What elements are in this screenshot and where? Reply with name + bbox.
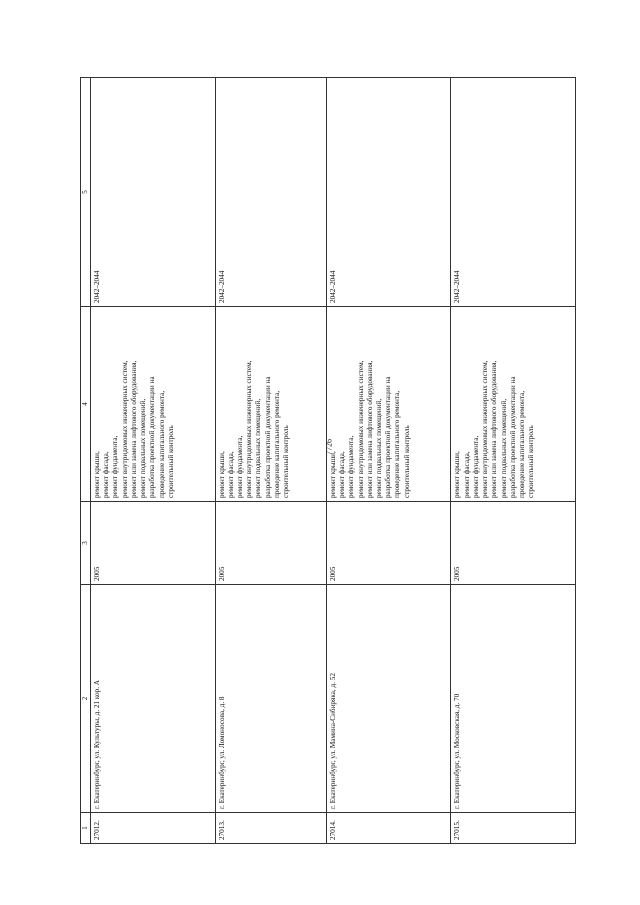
work-item: ремонт или замена лифтового оборудования,: [365, 360, 374, 498]
work-item: ремонт подвальных помещений,: [254, 398, 263, 498]
work-item: проведение капитального ремонта,: [517, 390, 526, 498]
row-number: 27012.: [91, 813, 216, 844]
repair-works: [215, 307, 326, 502]
work-item: ремонт крыши,: [217, 451, 226, 498]
column-number: 1: [81, 813, 91, 844]
work-item: проведение капитального ремонта,: [272, 390, 281, 498]
work-item: ремонт подвальных помещений,: [375, 398, 384, 498]
column-number: 4: [81, 307, 91, 502]
work-item: проведение капитального ремонта,: [393, 390, 402, 498]
page-number: 7726: [324, 439, 334, 455]
work-item: ремонт фасада,: [226, 451, 235, 498]
work-item: строительный контроль: [166, 425, 175, 498]
work-item: разработка проектной документации на: [384, 376, 393, 498]
work-item: ремонт фасада,: [338, 451, 347, 498]
work-item: ремонт внутридомовых инженерных систем,: [481, 360, 490, 498]
repair-period: 2042–2044: [326, 78, 451, 307]
commissioning-year: 2005: [326, 502, 451, 585]
work-item: ремонт или замена лифтового оборудования,: [129, 360, 138, 498]
work-item: ремонт или замена лифтового оборудования,: [490, 360, 499, 498]
repair-works: [451, 307, 576, 502]
column-number: 2: [81, 585, 91, 813]
commissioning-year: 2005: [91, 502, 216, 585]
column-number-row: [81, 78, 91, 844]
table-row: [326, 78, 451, 844]
building-address: г. Екатеринбург, ул. Московская, д. 70: [451, 585, 576, 813]
work-item: ремонт фундамента,: [235, 435, 244, 498]
work-item: ремонт крыши,: [453, 451, 462, 498]
capital-repair-table: [80, 77, 576, 844]
work-item: строительный контроль: [402, 425, 411, 498]
repair-period: 2042–2044: [215, 78, 326, 307]
rotated-table-container: [80, 78, 576, 844]
work-item: ремонт фундамента,: [111, 435, 120, 498]
building-address: г. Екатеринбург, ул. Мамина-Сибиряка, д. 52: [326, 585, 451, 813]
column-number: 3: [81, 502, 91, 585]
commissioning-year: 2005: [215, 502, 326, 585]
work-item: ремонт фундамента,: [471, 435, 480, 498]
building-address: г. Екатеринбург, ул. Культуры, д. 21 кор. А: [91, 585, 216, 813]
work-item: ремонт крыши,: [328, 451, 337, 498]
work-item: ремонт фасада,: [102, 451, 111, 498]
repair-period: 2042–2044: [91, 78, 216, 307]
work-item: ремонт внутридомовых инженерных систем,: [245, 360, 254, 498]
row-number: 27013.: [215, 813, 326, 844]
table-row: [91, 78, 216, 844]
work-item: ремонт крыши,: [93, 451, 101, 498]
row-number: 27014.: [326, 813, 451, 844]
building-address: г. Екатеринбург, ул. Ломоносова, д. 8: [215, 585, 326, 813]
work-item: разработка проектной документации на: [263, 376, 272, 498]
work-item: разработка проектной документации на: [148, 376, 157, 498]
work-item: ремонт фундамента,: [347, 435, 356, 498]
column-number: 5: [81, 78, 91, 307]
repair-works: [326, 307, 451, 502]
work-item: ремонт подвальных помещений,: [499, 398, 508, 498]
table-row: [451, 78, 576, 844]
commissioning-year: 2005: [451, 502, 576, 585]
work-item: проведение капитального ремонта,: [157, 390, 166, 498]
repair-works: [91, 307, 216, 502]
work-item: ремонт подвальных помещений,: [139, 398, 148, 498]
table-row: [215, 78, 326, 844]
work-item: разработка проектной документации на: [508, 376, 517, 498]
repair-period: 2042–2044: [451, 78, 576, 307]
row-number: 27015.: [451, 813, 576, 844]
work-item: строительный контроль: [282, 425, 291, 498]
work-item: ремонт внутридомовых инженерных систем,: [120, 360, 129, 498]
work-item: строительный контроль: [527, 425, 536, 498]
table-frame: [80, 78, 576, 844]
work-item: ремонт фасада,: [462, 451, 471, 498]
work-item: ремонт внутридомовых инженерных систем,: [356, 360, 365, 498]
